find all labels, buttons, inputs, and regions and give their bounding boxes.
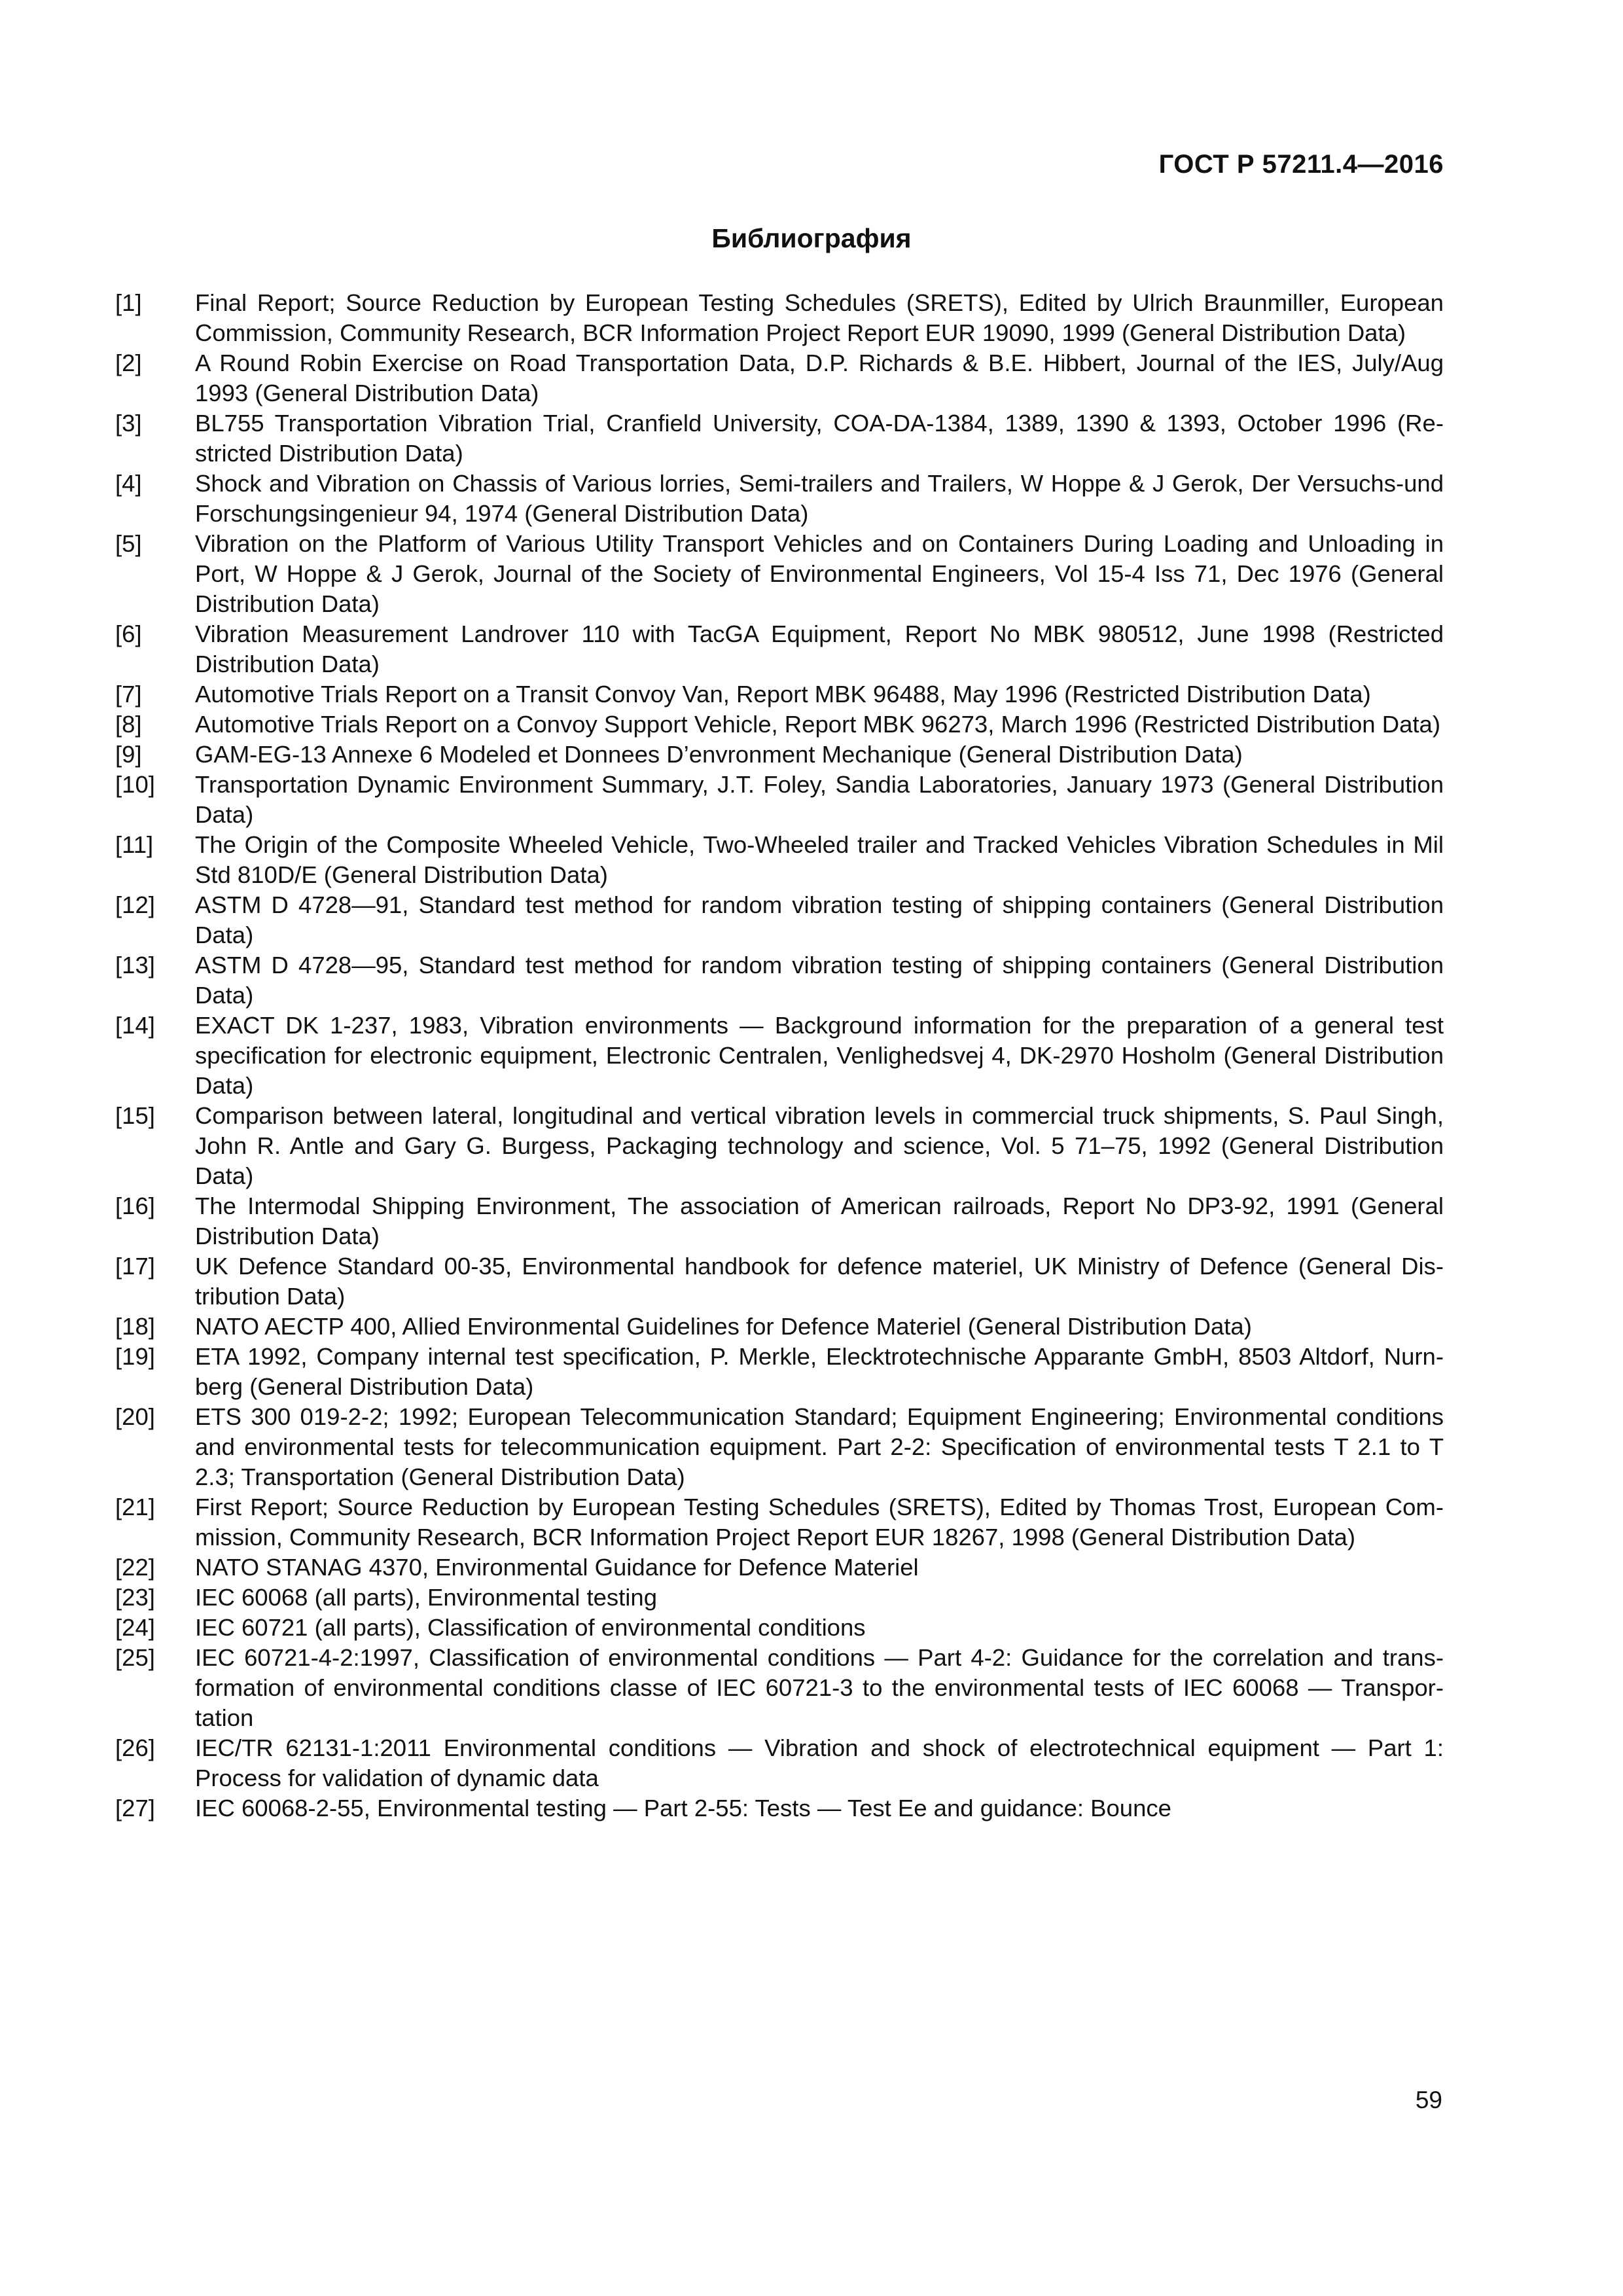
reference-item <box>115 1583 1444 1613</box>
reference-number: [17] <box>115 1253 155 1280</box>
reference-number: [16] <box>115 1193 155 1219</box>
reference-text: The Intermodal Shipping Environment, The association of American railroads, Report No DP3-92, 1991 (General Distribution Data) <box>195 1193 1444 1249</box>
reference-text: UK Defence Standard 00-35, Environmental handbook for defence materiel, UK Ministry of Defence (General Distribution Data) <box>195 1253 1444 1310</box>
reference-text: Automotive Trials Report on a Convoy Support Vehicle, Report MBK 96273, March 1996 (Restricted Distribution Data) <box>195 711 1440 738</box>
reference-item <box>115 1342 1444 1402</box>
reference-item <box>115 1492 1444 1552</box>
reference-item <box>115 348 1444 408</box>
bibliography-title: Библиография <box>711 223 912 253</box>
reference-text: ASTM D 4728—91, Standard test method for random vibration testing of shipping containers (General Distribution Data) <box>195 891 1444 948</box>
reference-list <box>115 288 1444 1823</box>
reference-text: ETA 1992, Company internal test specification, P. Merkle, Elecktrotechnische Apparante GmbH, 8503 Altdorf, Nurnberg (General Distribution Data) <box>195 1343 1444 1400</box>
reference-number: [5] <box>115 530 142 557</box>
reference-number: [27] <box>115 1795 155 1821</box>
reference-item <box>115 408 1444 469</box>
reference-text: The Origin of the Composite Wheeled Vehicle, Two-Wheeled trailer and Tracked Vehicles Vibration Schedules in Mil Std 810D/E (General Distribution Data) <box>195 831 1444 888</box>
reference-item <box>115 1251 1444 1312</box>
reference-item <box>115 619 1444 679</box>
reference-number: [21] <box>115 1494 155 1520</box>
reference-text: Automotive Trials Report on a Transit Convoy Van, Report MBK 96488, May 1996 (Restricted Distribution Data) <box>195 681 1371 708</box>
reference-number: [2] <box>115 350 142 376</box>
reference-number: [15] <box>115 1102 155 1129</box>
reference-item <box>115 709 1444 740</box>
reference-text: BL755 Transportation Vibration Trial, Cranfield University, COA-DA-1384, 1389, 1390 & 1393, October 1996 (Restricted Distribution Data) <box>195 410 1444 467</box>
reference-item <box>115 1793 1444 1823</box>
reference-number: [24] <box>115 1614 155 1641</box>
reference-text: IEC 60721 (all parts), Classification of environmental conditions <box>195 1614 866 1641</box>
reference-number: [23] <box>115 1584 155 1611</box>
reference-item <box>115 1402 1444 1492</box>
reference-item <box>115 469 1444 529</box>
reference-item <box>115 1312 1444 1342</box>
reference-number: [7] <box>115 681 142 708</box>
reference-number: [14] <box>115 1012 155 1039</box>
reference-item <box>115 740 1444 770</box>
reference-number: [13] <box>115 952 155 978</box>
reference-item <box>115 770 1444 830</box>
reference-number: [20] <box>115 1403 155 1430</box>
reference-text: IEC 60721-4-2:1997, Classification of environmental conditions — Part 4-2: Guidance for the correlation and transformation of environmental conditions classe of IEC 60721-3 to the environmental tests of IEC 60068 — Transportation <box>195 1644 1444 1731</box>
page-number: 59 <box>1415 2087 1442 2113</box>
reference-item <box>115 679 1444 709</box>
reference-text: ETS 300 019-2-2; 1992; European Telecommunication Standard; Equipment Engineering; Environmental conditions and environmental tests for telecommunication equipment. Part 2-2: Specification of environmental tests T 2.1 to T 2.3; Transportation (General Distribution Data) <box>195 1403 1444 1490</box>
reference-number: [3] <box>115 410 142 437</box>
reference-text: IEC/TR 62131-1:2011 Environmental conditions — Vibration and shock of electrotechnical equipment — Part 1: Process for validation of dynamic data <box>195 1734 1444 1791</box>
reference-item <box>115 288 1444 348</box>
reference-item <box>115 830 1444 890</box>
reference-number: [12] <box>115 891 155 918</box>
reference-text: A Round Robin Exercise on Road Transportation Data, D.P. Richards & B.E. Hibbert, Journal of the IES, July/Aug 1993 (General Distribution Data) <box>195 350 1444 406</box>
reference-text: EXACT DK 1-237, 1983, Vibration environments — Background information for the preparation of a general test specification for electronic equipment, Electronic Centralen, Venlighedsvej 4, DK-2970 Hosholm (General Distribution Data) <box>195 1012 1444 1099</box>
reference-number: [4] <box>115 470 142 497</box>
reference-text: Vibration on the Platform of Various Utility Transport Vehicles and on Containers During Loading and Unloading in Port, W Hoppe & J Gerok, Journal of the Society of Environmental Engineers, Vol 15-4 Iss 71, Dec 1976 (General Distribution Data) <box>195 530 1444 617</box>
reference-text: First Report; Source Reduction by European Testing Schedules (SRETS), Edited by Thomas Trost, European Commission, Community Research, BCR Information Project Report EUR 18267, 1998 (General Distribution Data) <box>195 1494 1444 1551</box>
reference-item <box>115 1733 1444 1793</box>
reference-number: [19] <box>115 1343 155 1370</box>
reference-text: Vibration Measurement Landrover 110 with TacGA Equipment, Report No MBK 980512, June 1998 (Restricted Distribution Data) <box>195 620 1444 677</box>
reference-number: [25] <box>115 1644 155 1671</box>
reference-number: [8] <box>115 711 142 738</box>
reference-number: [6] <box>115 620 142 647</box>
reference-number: [9] <box>115 741 142 768</box>
reference-number: [11] <box>115 831 154 858</box>
reference-text: GAM-EG-13 Annexe 6 Modeled et Donnees D’envronment Mechanique (General Distribution Data) <box>195 741 1243 768</box>
reference-text: Comparison between lateral, longitudinal and vertical vibration levels in commercial truck shipments, S. Paul Singh, John R. Antle and Gary G. Burgess, Packaging technology and science, Vol. 5 71–75, 1992 (General Distribution Data) <box>195 1102 1444 1189</box>
reference-item <box>115 1552 1444 1583</box>
reference-text: Shock and Vibration on Chassis of Various lorries, Semi-trailers and Trailers, W Hoppe & J Gerok, Der Versuchs-und Forschungsingenieur 94, 1974 (General Distribution Data) <box>195 470 1444 527</box>
reference-item <box>115 1101 1444 1191</box>
reference-number: [1] <box>115 289 142 316</box>
reference-number: [18] <box>115 1313 155 1340</box>
reference-text: NATO STANAG 4370, Environmental Guidance for Defence Materiel <box>195 1554 919 1581</box>
reference-item <box>115 1613 1444 1643</box>
reference-text: ASTM D 4728—95, Standard test method for random vibration testing of shipping containers (General Distribution Data) <box>195 952 1444 1009</box>
reference-item <box>115 950 1444 1011</box>
reference-text: IEC 60068-2-55, Environmental testing — Part 2-55: Tests — Test Ee and guidance: Bounce <box>195 1795 1171 1821</box>
reference-number: [10] <box>115 771 155 798</box>
reference-text: Final Report; Source Reduction by European Testing Schedules (SRETS), Edited by Ulrich Braunmiller, European Commission, Community Research, BCR Information Project Report EUR 19090, 1999 (General Distribution Data) <box>195 289 1444 346</box>
document-standard-id: ГОСТ Р 57211.4—2016 <box>1158 150 1444 179</box>
reference-text: Transportation Dynamic Environment Summary, J.T. Foley, Sandia Laboratories, January 1973 (General Distribution Data) <box>195 771 1444 828</box>
reference-item <box>115 529 1444 619</box>
reference-item <box>115 1191 1444 1251</box>
reference-text: NATO AECTP 400, Allied Environmental Guidelines for Defence Materiel (General Distribution Data) <box>195 1313 1252 1340</box>
reference-item <box>115 890 1444 950</box>
reference-item <box>115 1643 1444 1733</box>
reference-number: [26] <box>115 1734 155 1761</box>
reference-number: [22] <box>115 1554 155 1581</box>
reference-text: IEC 60068 (all parts), Environmental testing <box>195 1584 658 1611</box>
reference-item <box>115 1011 1444 1101</box>
